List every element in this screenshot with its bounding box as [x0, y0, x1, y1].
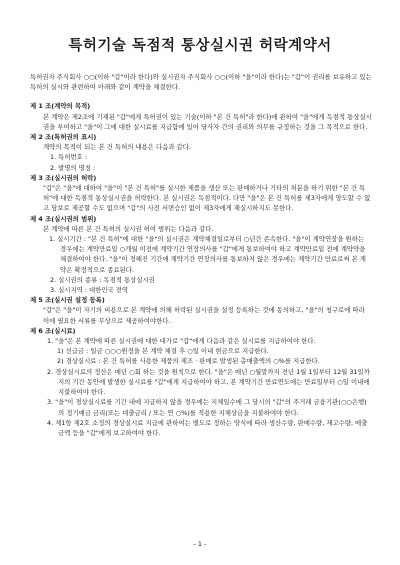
- article-4-item-3: 3. 실시지역 : 대한민국 전역: [50, 286, 129, 295]
- article-2-text: 계약의 목적이 되는 본 건 특허의 내용은 다음과 같다.: [43, 143, 191, 152]
- contract-body: [30, 72, 372, 438]
- article-6-heading: 제 6 조(실시료): [30, 326, 76, 335]
- article-6-item-1: 1. "을"은 본 계약에 따른 실시권에 대한 대가로 "갑"에게 다음과 같은 실시료를 지급하여야 한다.: [47, 337, 316, 346]
- article-2-item-2: 2. 발명의 명칭 :: [50, 163, 96, 172]
- article-6-item-4: 4. 제1항 제2호 소정의 경상실시료 지급에 관하여는 별도로 정하는 양식에 따라 생산수량, 판매수량, 재고수량, 매출금액 등을 "갑"에게 보고하여야 한다.: [47, 418, 368, 437]
- article-2-heading: 제 2 조(특허권의 표시): [30, 133, 97, 142]
- article-4-item-1: 1. 실시기간 : "본 건 특허"에 대한 "을"의 실시권은 계약체결일로부터 ○년간 존속한다. "을"이 계약연장을 원하는 경우에는 계약만료일 ○개월 이전에 계약기간 연장의사를 "갑"에게 통보하여야 하고 계약만료일 전에 계약약을 체결하여야 한다. "을"이 정해진 기간에 계약기간 연장의사를 통보하지 않은 경우에는 계약기간 만료로써 본 계약은 확정적으로 종료된다.: [49, 235, 366, 274]
- intro-paragraph: 특허권자 주식회사 ○○(이하 "갑"이라 한다)와 실시권자 주식회사 ○○(이하 "을"이라 한다)는 "갑"이 권리를 보유하고 있는 특허의 실시와 관련하여 아래와 같이 계약을 체결한다.: [30, 73, 372, 92]
- article-5-text: "갑"은 "을"이 자기의 비용으로 본 계약에 의해 허락된 실시권을 설정 등록하는 것에 동의하고, "을"의 청구로에 따라 이에 필요한 서류를 무상으로 제공하여야한다.: [43, 306, 365, 325]
- article-2-item-1: 1. 특허번호 :: [50, 153, 88, 162]
- article-3-heading: 제 3 조(실시권의 허락): [30, 173, 97, 182]
- page-number: - 1 -: [193, 540, 207, 548]
- article-6-item-3: 3. "을"이 경상실시료를 기간 내에 지급하지 않을 경우에는 지체일수에 그 당시의 "갑"의 주거래 금융기관(○○은행)의 정기예금 금리(또는 대출금리 / 또는 연 ○%)를 적용한 지체상금을 지불하여야 한다.: [47, 398, 367, 417]
- article-5-heading: 제 5 조(실시권 설정 등록): [30, 296, 105, 305]
- article-4-text: 본 계약에 따른 본 건 특허의 실시권 허여 범위는 다음과 같다.: [43, 224, 214, 233]
- article-6-item-2: 2. 경상실시료의 정산은 매년 ○회 하는 것을 원칙으로 한다. "을"은 매년 ○월말까지 전년 1월 1일부터 12월 31일까지의 기간 동안에 발생한 실시료를 "갑"에게 지급하여야 하고, 본 계약기간 만료연도에는 만료일부터 ○일 이내에 지불하여야 한다.: [47, 367, 370, 397]
- article-1-text: 본 계약은 제2조에 기재된 "갑"에게 특허권이 있는 기술(이하 "본 건 특허"라 한다)에 관하여 "을"에게 독점적 통상실시권을 부여하고 "을"이 그에 대한 실시료를 지급함에 있어 당사자 간의 권리와 의무를 규정하는 것을 그 목적으로 한다.: [43, 112, 372, 131]
- article-3-text: "갑"은 "을"에 대하여 "을"이 "본 건 특허"를 실시한 제품을 생산 또는 판매하거나 기타의 처분을 하기 위한 "본 건 특허"에 대한 독점적 통상실시권을 허락한다. 본 실시권은 독점적이다. 다만 "을"은 본 건 특허를 제3자에게 양도할 수 없고 담보로 제공할 수도 없으며 "갑"의 사전 서면승인 없이 제3자에게 재실시하지도 못한다.: [43, 184, 371, 213]
- article-1-heading: 제 1 조(계약의 목적): [30, 102, 91, 111]
- article-6-subitem-2: 2) 경상실시료 : 본 건 특허를 사용한 제품의 제조 · 판매로 발생된 총매출액의 ○%를 지급한다.: [57, 357, 320, 366]
- article-6-subitem-1: 1) 선급금 : 일금 ○○○원정을 본 계약 체결 후 ○일 이내 현금으로 지급한다.: [57, 347, 269, 356]
- page-title: 특허기술 독점적 통상실시권 허락계약서: [68, 38, 332, 54]
- article-4-item-2: 2. 실시권의 종류 : 독점적 통상실시권: [50, 275, 155, 284]
- article-4-heading: 제 4 조(실시권의 범위): [30, 214, 97, 223]
